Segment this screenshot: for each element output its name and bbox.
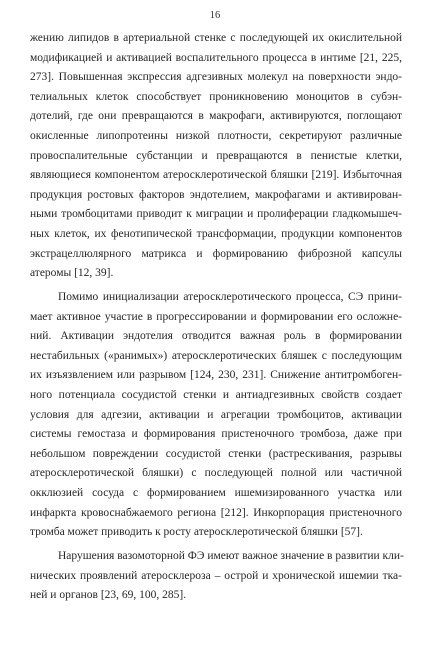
text-line: ней и органов [23, 69, 100, 285]. (30, 589, 187, 602)
text-line: системы гемостаза и формирования пристеночного тромбоза, даже при (30, 428, 402, 441)
text-line: модификацией и активацией воспалительного процесса в интиме [21, 225, (30, 51, 402, 64)
text-line: телиальных клеток способствует проникновению моноцитов в субэн- (30, 90, 402, 103)
paragraph-2 (30, 288, 402, 543)
text-line: инфаркта кровоснабжаемого региона [212]. Инкорпорация пристеночного (30, 506, 402, 519)
text-line: являющиеся компонентом атеросклеротической бляшки [219]. Избыточная (30, 169, 402, 182)
text-line: нестабильных («ранимых») атеросклеротических бляшек с последующим (30, 349, 402, 362)
paragraph-3 (30, 547, 402, 606)
page-number: 16 (209, 10, 221, 21)
text-line: мает активное участие в прогрессировании и формировании его осложне- (30, 310, 402, 323)
text-line: ного потенциала сосудистой стенки и антиадгезивных свойств создает (30, 388, 402, 401)
text-line: провоспалительные субстанции и превращаются в пенистые клетки, (30, 149, 402, 162)
text-line: атеросклеротической бляшки) с последующей полной или частичной (30, 467, 402, 480)
text-line: ными тромбоцитами приводит к миграции и пролиферации гладкомышеч- (30, 208, 402, 221)
text-line: экстрацеллюлярного матрикса и формированию фиброзной капсулы (30, 247, 402, 260)
text-line: окисленные липопротеины низкой плотности, секретируют различные (30, 129, 402, 142)
text-line: нических проявлений атеросклероза – острой и хронической ишемии тка- (30, 569, 402, 582)
text-line: небольшом повреждении сосудистой стенки (растрескивания, разрывы (30, 447, 402, 460)
text-line: ных клеток, их фенотипической трансформации, продукции компонентов (30, 227, 402, 240)
text-line: 273]. Повышенная экспрессия адгезивных молекул на поверхности эндо- (30, 71, 402, 84)
text-line: Нарушения вазомоторной ФЭ имеют важное значение в развитии кли- (58, 550, 404, 562)
text-line: их изъязвлением или разрывом [124, 230, 231]. Снижение антитромбоген- (30, 369, 402, 382)
text-line: дотелий, где они превращаются в макрофаги, активируются, поглощают (30, 110, 402, 123)
text-line: условия для адгезии, активации и агрегации тромбоцитов, активации (30, 408, 402, 421)
text-line: атеромы [12, 39]. (30, 267, 114, 280)
text-line: жению липидов в артериальной стенке с последующей их окислительной (30, 32, 402, 44)
paragraph-1 (30, 29, 402, 284)
text-line: продукция ростовых факторов эндотелием, макрофагами и активирован- (30, 188, 402, 201)
text-line: Помимо инициализации атеросклеротического процесса, СЭ прини- (58, 291, 402, 303)
text-line: тромба может приводить к росту атеросклеротической бляшки [57]. (30, 526, 363, 539)
text-line: окклюзией сосуда с формированием ишемизированного участка или (30, 486, 402, 499)
text-line: ний. Активации эндотелия отводится важная роль в формировании (30, 330, 402, 343)
